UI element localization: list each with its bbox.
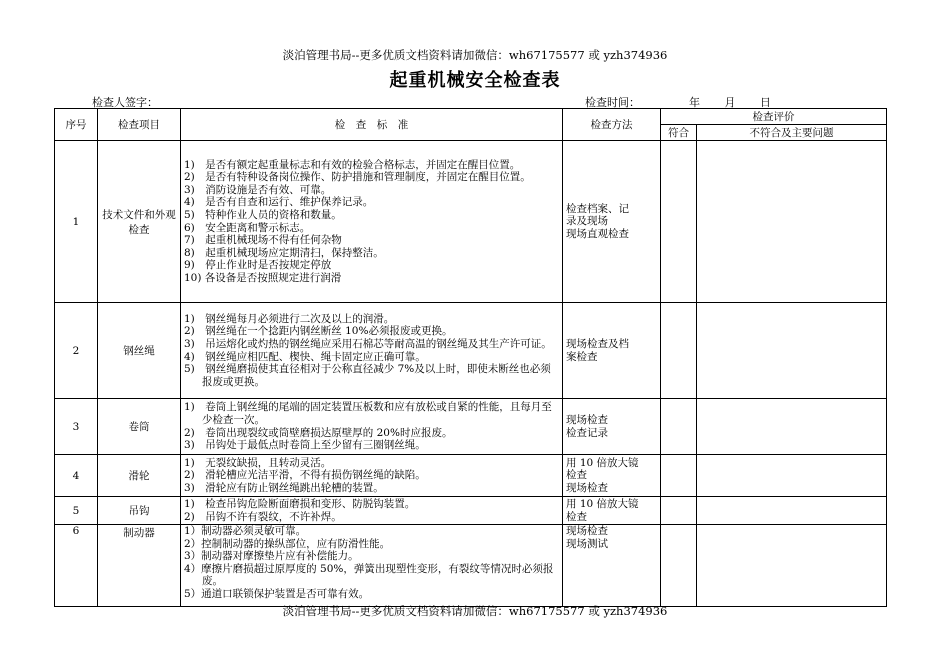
row-no: 3 [55,399,98,455]
row-standards [181,399,563,455]
row-issues-cell [697,399,887,455]
standard-line: 1）制动器必须灵敏可靠。 [184,525,307,537]
method-line: 检查档案、记 [566,202,629,215]
col-issues: 不符合及主要问题 [697,125,887,141]
row-issues-cell [697,455,887,497]
method-line: 现场直观检查 [566,227,629,240]
time-label: 检查时间： [585,96,640,109]
row-standards [181,525,563,607]
standard-line: 10) 各设备是否按照规定进行润滑 [184,271,342,284]
method-line: 现场检查 [566,481,608,494]
date-year: 年 [688,96,700,109]
table-row [55,141,887,303]
col-ok: 符合 [661,125,697,141]
row-item: 技术文件和外观检查 [98,141,181,303]
standard-line: 4) 是否有自查和运行、维护保养记录。 [184,196,374,209]
standard-line: 4）摩擦片磨损超过原厚度的 50%，弹簧出现塑性变形，有裂纹等情况时必须报废。 [184,562,554,588]
standard-line: 9) 停止作业时是否按规定停放 [184,259,332,272]
method-line: 现场检查 [566,413,608,426]
method-line: 现场检查及档 [566,337,629,350]
footer-note: 淡泊管理书局--更多优质文档资料请加微信：wh67175577 或 yzh374936 [282,604,668,618]
table-row [55,303,887,399]
row-issues-cell [697,525,887,607]
row-method [563,399,661,455]
inspector-signature-label: 检查人签字： [92,96,158,109]
row-no: 6 [55,525,98,607]
table-row [55,497,887,525]
table-row [55,399,887,455]
row-issues-cell [697,497,887,525]
method-line: 现场检查 [566,525,608,537]
standard-line: 4) 钢丝绳应相匹配、楔快、绳卡固定应正确可靠。 [184,350,426,363]
standard-line: 2) 卷筒出现裂纹或筒壁磨损达原壁厚的 20%时应报废。 [184,426,453,439]
standard-line: 1) 钢丝绳每月必须进行二次及以上的润滑。 [184,312,395,325]
row-standards [181,303,563,399]
col-method: 检查方法 [563,109,661,141]
row-issues-cell [697,303,887,399]
inspection-table [54,108,887,607]
row-ok-cell [661,303,697,399]
method-line: 现场测试 [566,537,608,550]
row-item: 滑轮 [98,455,181,497]
row-item: 制动器 [98,525,181,607]
standard-line: 3) 滑轮应有防止钢丝绳跳出轮槽的装置。 [184,481,384,494]
row-standards [181,141,563,303]
standard-line: 1) 卷筒上钢丝绳的尾端的固定装置压板数和应有放松或自紧的性能，且每月至少检查一次。 [184,401,552,426]
row-method [563,455,661,497]
row-ok-cell [661,141,697,303]
standard-line: 1) 是否有额定起重量标志和有效的检验合格标志，并固定在醒目位置。 [184,158,521,171]
col-standard: 检 查 标 准 [181,109,563,141]
row-no: 1 [55,141,98,303]
standard-line: 1) 检查吊钩危险断面磨损和变形、防脱钩装置。 [184,497,416,510]
standard-line: 2) 吊钩不许有裂纹，不许补焊。 [184,510,342,523]
row-item: 吊钩 [98,497,181,525]
row-standards [181,497,563,525]
row-standards [181,455,563,497]
method-line: 录及现场 [566,215,608,228]
method-line: 检查记录 [566,426,608,439]
standard-line: 5）通道口联锁保护装置是否可靠有效。 [184,587,370,600]
method-line: 案检查 [566,350,598,363]
standard-line: 3）制动器对摩擦垫片应有补偿能力。 [184,550,359,563]
standard-line: 2) 钢丝绳在一个捻距内钢丝断丝 10%必须报废或更换。 [184,325,453,338]
standard-line: 2）控制制动器的操纵部位，应有防滑性能。 [184,537,391,550]
standard-line: 8) 起重机械现场应定期清扫，保持整洁。 [184,246,384,259]
row-method [563,303,661,399]
row-ok-cell [661,455,697,497]
standard-line: 1) 无裂纹缺损，且转动灵活。 [184,456,332,469]
row-ok-cell [661,497,697,525]
row-method [563,525,661,607]
col-no: 序号 [55,109,98,141]
standard-line: 7) 起重机械现场不得有任何杂物 [184,234,342,247]
header-note: 淡泊管理书局--更多优质文档资料请加微信：wh67175577 或 yzh374936 [282,48,668,62]
date-day: 日 [759,96,771,109]
row-item: 卷筒 [98,399,181,455]
standard-line: 3) 吊钩处于最低点时卷筒上至少留有三圈钢丝绳。 [184,439,426,452]
standard-line: 2) 滑轮槽应光洁平滑，不得有损伤钢丝绳的缺陷。 [184,469,426,482]
row-issues-cell [697,141,887,303]
method-line: 检查 [566,469,587,482]
row-ok-cell [661,525,697,607]
row-no: 4 [55,455,98,497]
row-ok-cell [661,399,697,455]
method-line: 用 10 倍放大镜 [566,497,639,510]
row-method [563,141,661,303]
table-row [55,525,887,607]
standard-line: 5) 钢丝绳磨损使其直径相对于公称直径减少 7%及以上时，即使未断丝也必须报废或更换。 [184,363,551,388]
method-line: 检查 [566,510,587,523]
row-no: 2 [55,303,98,399]
row-no: 5 [55,497,98,525]
table-row [55,455,887,497]
col-eval: 检查评价 [661,109,887,125]
page-title: 起重机械安全检查表 [389,70,561,91]
standard-line: 6) 安全距离和警示标志。 [184,221,311,234]
standard-line: 2) 是否有特种设备岗位操作、防护措施和管理制度，并固定在醒目位置。 [184,171,531,184]
standard-line: 3) 吊运熔化或灼热的钢丝绳应采用石棉芯等耐高温的钢丝绳及其生产许可证。 [184,337,552,350]
standard-line: 3) 消防设施是否有效、可靠。 [184,183,332,196]
row-method [563,497,661,525]
date-month: 月 [724,96,736,109]
standard-line: 5) 特种作业人员的资格和数量。 [184,208,342,221]
method-line: 用 10 倍放大镜 [566,456,639,469]
col-item: 检查项目 [98,109,181,141]
row-item: 钢丝绳 [98,303,181,399]
